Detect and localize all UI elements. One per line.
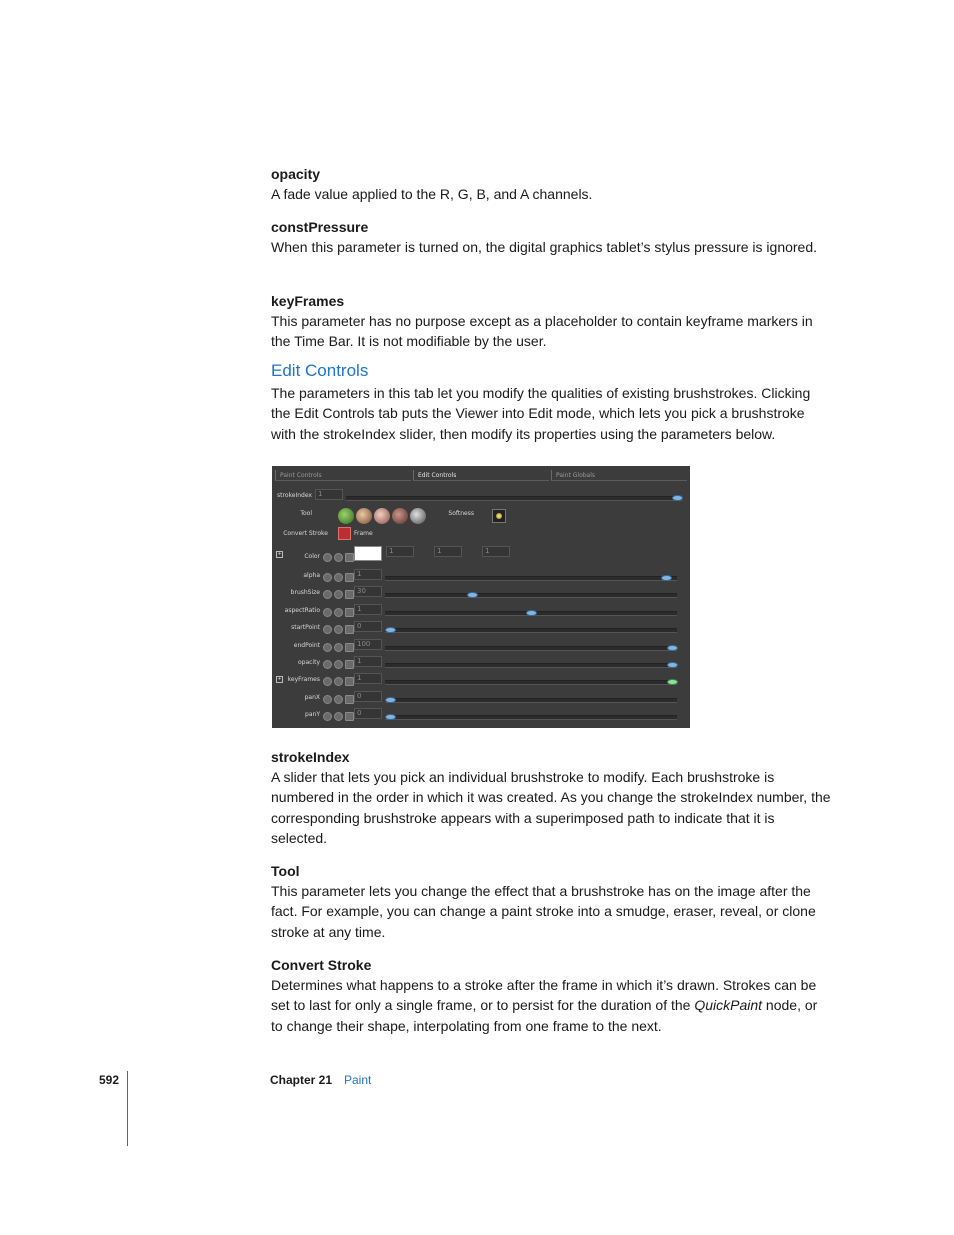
link-icon[interactable] — [334, 590, 343, 599]
param-icons-aspectratio — [323, 608, 356, 617]
param-icons-endpoint — [323, 643, 356, 652]
lock-icon[interactable] — [345, 712, 354, 721]
animate-icon[interactable] — [323, 573, 332, 582]
param-label-brushsize: brushSize — [290, 589, 320, 596]
desc-strokeindex: A slider that lets you pick an individual brushstroke to modify. Each brushstroke is numbered in the order in which it was created. As you change the strokeIndex number, the corresponding brushstroke appears with a superimposed path to indicate that it is selected. — [271, 769, 831, 846]
color-b-field[interactable]: 1 — [482, 546, 510, 557]
animate-icon[interactable] — [323, 695, 332, 704]
animate-icon[interactable] — [323, 660, 332, 669]
footer-chapter: Chapter 21 — [270, 1073, 333, 1087]
param-field-alpha[interactable]: 1 — [354, 569, 382, 580]
term-tool: Tool — [271, 863, 300, 879]
param-field-panx[interactable]: 0 — [354, 691, 382, 702]
param-slider-track-endpoint[interactable] — [385, 646, 677, 651]
footer-section: Paint — [344, 1073, 372, 1087]
param-label-aspectratio: aspectRatio — [284, 607, 320, 614]
clone-tool-icon[interactable] — [410, 508, 426, 524]
param-icons-opacity — [323, 660, 356, 669]
param-slider-thumb-pany[interactable] — [385, 714, 396, 720]
desc-convert-stroke — [271, 975, 831, 1036]
animate-icon[interactable] — [323, 553, 332, 562]
footer-rule — [127, 1071, 128, 1146]
softness-brush-icon — [496, 513, 502, 519]
param-icons-alpha — [323, 573, 356, 582]
param-field-endpoint[interactable]: 100 — [354, 639, 382, 650]
param-field-aspectratio[interactable]: 1 — [354, 604, 382, 615]
term-keyframes: keyFrames — [271, 293, 345, 309]
smudge-tool-icon[interactable] — [356, 508, 372, 524]
term-strokeindex: strokeIndex — [271, 749, 350, 765]
tool-label: Tool — [300, 510, 312, 517]
param-slider-thumb-endpoint[interactable] — [667, 645, 678, 651]
animate-icon[interactable] — [323, 643, 332, 652]
param-slider-thumb-keyframes[interactable] — [667, 679, 678, 685]
tab-paint-globals[interactable]: Paint Globals — [551, 470, 687, 481]
param-slider-thumb-panx[interactable] — [385, 697, 396, 703]
animate-icon[interactable] — [323, 625, 332, 634]
lock-icon[interactable] — [345, 643, 354, 652]
stroke-index-slider-thumb[interactable] — [672, 495, 683, 501]
param-slider-thumb-aspectratio[interactable] — [526, 610, 537, 616]
animate-icon[interactable] — [323, 677, 332, 686]
desc-keyframes: This parameter has no purpose except as a placeholder to contain keyframe markers in the Time Bar. It is not modifiable by the user. — [271, 313, 813, 350]
link-icon[interactable] — [334, 712, 343, 721]
paint-tool-icon[interactable] — [338, 508, 354, 524]
frame-mode-icon[interactable] — [338, 527, 351, 540]
tab-paint-controls[interactable]: Paint Controls — [275, 470, 411, 481]
link-icon[interactable] — [334, 677, 343, 686]
term-opacity: opacity — [271, 166, 321, 182]
animate-icon[interactable] — [323, 712, 332, 721]
param-label-startpoint: startPoint — [291, 624, 320, 631]
lock-icon[interactable] — [345, 608, 354, 617]
param-slider-track-panx[interactable] — [385, 698, 677, 703]
edit-controls-intro — [271, 383, 831, 444]
param-label-pany: panY — [305, 711, 320, 718]
param-slider-thumb-startpoint[interactable] — [385, 627, 396, 633]
link-icon[interactable] — [334, 573, 343, 582]
definition-keyframes — [271, 291, 831, 352]
definition-strokeindex — [271, 747, 831, 848]
param-slider-track-startpoint[interactable] — [385, 628, 677, 633]
softness-label: Softness — [448, 510, 474, 517]
param-icons-startpoint — [323, 625, 356, 634]
param-label-keyframes: keyFrames — [287, 676, 320, 683]
link-icon[interactable] — [334, 553, 343, 562]
lock-icon[interactable] — [345, 573, 354, 582]
section-heading-edit-controls: Edit Controls — [271, 361, 369, 380]
reveal-tool-icon[interactable] — [392, 508, 408, 524]
param-label-alpha: alpha — [303, 572, 320, 579]
desc-constpressure: When this parameter is turned on, the digital graphics tablet’s stylus pressure is ignored. — [271, 239, 818, 255]
desc-opacity: A fade value applied to the R, G, B, and A channels. — [271, 186, 593, 202]
animate-icon[interactable] — [323, 608, 332, 617]
eraser-tool-icon[interactable] — [374, 508, 390, 524]
param-icons-panx — [323, 695, 356, 704]
lock-icon[interactable] — [345, 695, 354, 704]
lock-icon[interactable] — [345, 553, 354, 562]
param-field-opacity[interactable]: 1 — [354, 656, 382, 667]
expand-color-icon[interactable]: + — [277, 551, 282, 557]
desc-convert-stroke-part1: Determines what happens to a stroke after the frame in which it’s drawn. Strokes can be set to last for only a single frame, or to persist for the duration of the — [271, 977, 817, 1014]
param-field-brushsize[interactable]: 30 — [354, 586, 382, 597]
param-label-opacity: opacity — [297, 659, 320, 666]
tab-edit-controls[interactable]: Edit Controls — [413, 470, 549, 481]
param-slider-thumb-alpha[interactable] — [661, 575, 672, 581]
param-label-panx: panX — [304, 694, 320, 701]
param-slider-track-alpha[interactable] — [385, 576, 677, 581]
edit-controls-intro-text: The parameters in this tab let you modify the qualities of existing brushstrokes. Clicking the Edit Controls tab puts the Viewer into Edit mode, which lets you pick a brushstroke with the strokeIndex slider, then modify its properties using the parameters below. — [271, 385, 811, 442]
convert-stroke-value: Frame — [354, 530, 373, 537]
param-field-startpoint[interactable]: 0 — [354, 621, 382, 632]
term-constpressure: constPressure — [271, 219, 369, 235]
desc-convert-stroke-part2: node, or to change their shape, interpolating from one frame to the next. — [271, 997, 818, 1034]
stroke-index-slider-track[interactable] — [346, 496, 682, 501]
lock-icon[interactable] — [345, 625, 354, 634]
link-icon[interactable] — [334, 625, 343, 634]
lock-icon[interactable] — [345, 677, 354, 686]
link-icon[interactable] — [334, 695, 343, 704]
param-icons-brushsize — [323, 590, 356, 599]
expand-keyframes-icon[interactable]: + — [277, 676, 282, 682]
param-slider-track-pany[interactable] — [385, 715, 677, 720]
desc-convert-stroke-italic: QuickPaint — [694, 997, 763, 1014]
link-icon[interactable] — [334, 608, 343, 617]
param-slider-track-keyframes[interactable] — [385, 680, 677, 685]
color-label: Color — [304, 553, 320, 560]
param-icons-pany — [323, 712, 356, 721]
desc-tool: This parameter lets you change the effect that a brushstroke has on the image after the fact. For example, you can change a paint stroke into a smudge, eraser, reveal, or clone stroke at any time. — [271, 883, 816, 940]
animate-icon[interactable] — [323, 590, 332, 599]
param-icons-keyframes — [323, 677, 356, 686]
param-slider-thumb-brushsize[interactable] — [467, 592, 478, 598]
link-icon[interactable] — [334, 643, 343, 652]
color-swatch[interactable] — [354, 546, 382, 561]
color-r-field[interactable]: 1 — [386, 546, 414, 557]
definition-tool — [271, 861, 831, 942]
link-icon[interactable] — [334, 660, 343, 669]
stroke-index-field[interactable]: 1 — [315, 489, 343, 500]
lock-icon[interactable] — [345, 660, 354, 669]
param-slider-track-opacity[interactable] — [385, 663, 677, 668]
stroke-index-label: strokeIndex — [277, 492, 312, 499]
param-field-pany[interactable]: 0 — [354, 708, 382, 719]
definition-opacity — [271, 164, 831, 204]
definition-constpressure — [271, 217, 831, 257]
softness-swatch[interactable] — [492, 509, 506, 523]
page-number: 592 — [99, 1073, 120, 1087]
edit-controls-panel-screenshot — [272, 466, 690, 728]
param-field-keyframes[interactable]: 1 — [354, 673, 382, 684]
param-slider-track-brushsize[interactable] — [385, 593, 677, 598]
param-slider-thumb-opacity[interactable] — [667, 662, 678, 668]
color-row-icons — [323, 553, 356, 562]
definition-convert-stroke — [271, 955, 831, 1036]
term-convert-stroke: Convert Stroke — [271, 957, 372, 973]
param-label-endpoint: endPoint — [293, 642, 320, 649]
convert-stroke-label: Convert Stroke — [283, 530, 328, 537]
color-g-field[interactable]: 1 — [434, 546, 462, 557]
lock-icon[interactable] — [345, 590, 354, 599]
